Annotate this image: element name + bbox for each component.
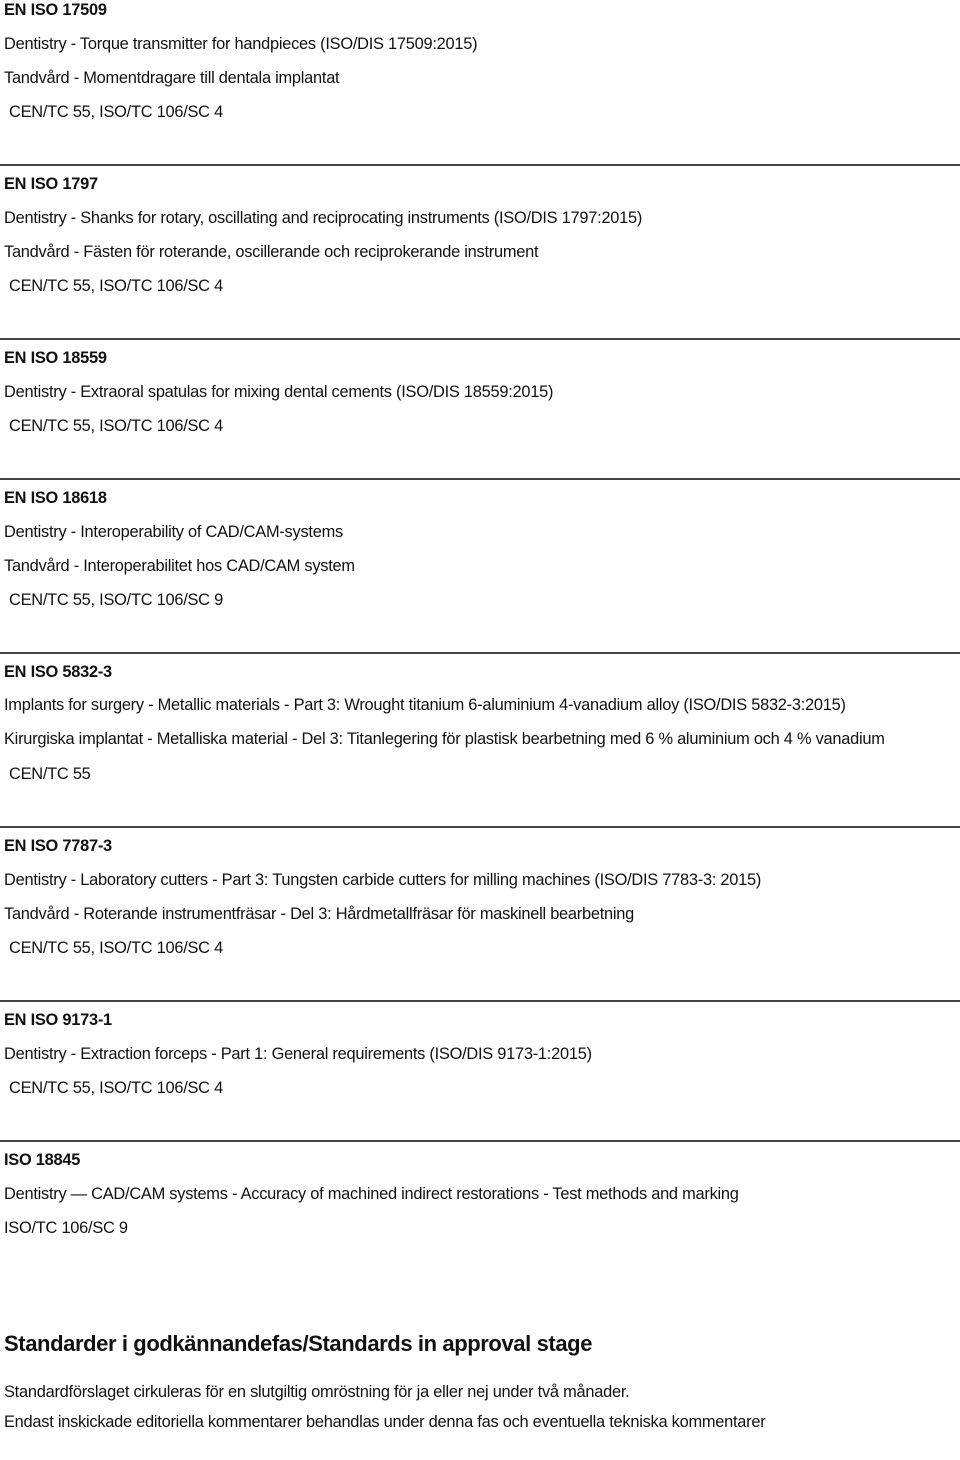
standard-title: Kirurgiska implantat - Metalliska material - Del 3: Titanlegering för plastisk bearbetning med 6 % aluminium och 4 % vanadium: [4, 730, 885, 748]
standard-entry: [4, 654, 956, 791]
standard-entry: [4, 1142, 956, 1245]
committee-reference: ISO/TC 106/SC 9: [4, 1219, 128, 1237]
standard-title: Tandvård - Momentdragare till dentala implantat: [4, 69, 340, 87]
committee-reference: CEN/TC 55, ISO/TC 106/SC 4: [9, 103, 223, 121]
standard-number: EN ISO 18559: [4, 349, 107, 367]
section-paragraph: Standardförslaget cirkuleras för en slutgiltig omröstning för ja eller nej under två månader.: [4, 1383, 630, 1401]
standards-list: [4, 0, 956, 1245]
standard-title: Dentistry - Interoperability of CAD/CAM-systems: [4, 523, 343, 541]
standard-number: EN ISO 1797: [4, 175, 98, 193]
standard-title: Dentistry - Shanks for rotary, oscillating and reciprocating instruments (ISO/DIS 1797:2015): [4, 209, 643, 227]
section-paragraph: Endast inskickade editoriella kommentarer behandlas under denna fas och eventuella tekniska kommentarer: [4, 1413, 766, 1431]
standard-title: Dentistry - Torque transmitter for handpieces (ISO/DIS 17509:2015): [4, 35, 478, 53]
section-body: [4, 1377, 956, 1437]
standard-entry: [4, 166, 956, 303]
committee-reference: CEN/TC 55, ISO/TC 106/SC 9: [9, 591, 223, 609]
standard-title: Dentistry - Laboratory cutters - Part 3: Tungsten carbide cutters for milling machines (ISO/DIS 7783-3: 2015): [4, 871, 762, 889]
standard-entry: [4, 828, 956, 965]
section-heading: Standarder i godkännandefas/Standards in approval stage: [4, 1331, 593, 1356]
standard-entry: [4, 1002, 956, 1105]
committee-reference: CEN/TC 55, ISO/TC 106/SC 4: [9, 1079, 223, 1097]
standard-entry: [4, 340, 956, 443]
standard-title: Dentistry — CAD/CAM systems - Accuracy of machined indirect restorations - Test methods and marking: [4, 1185, 739, 1203]
standard-number: EN ISO 5832-3: [4, 663, 112, 681]
standards-document: [4, 0, 956, 1437]
standard-title: Dentistry - Extraoral spatulas for mixing dental cements (ISO/DIS 18559:2015): [4, 383, 554, 401]
standard-entry: [4, 0, 956, 129]
standard-number: EN ISO 17509: [4, 1, 107, 19]
committee-reference: CEN/TC 55, ISO/TC 106/SC 4: [9, 277, 223, 295]
standard-title: Implants for surgery - Metallic materials - Part 3: Wrought titanium 6-aluminium 4-vanadium alloy (ISO/DIS 5832-3:2015): [4, 696, 846, 714]
standard-title: Dentistry - Extraction forceps - Part 1: General requirements (ISO/DIS 9173-1:2015): [4, 1045, 592, 1063]
standard-title: Tandvård - Roterande instrumentfräsar - Del 3: Hårdmetallfräsar för maskinell bearbetning: [4, 905, 635, 923]
committee-reference: CEN/TC 55, ISO/TC 106/SC 4: [9, 417, 223, 435]
committee-reference: CEN/TC 55, ISO/TC 106/SC 4: [9, 939, 223, 957]
standard-number: ISO 18845: [4, 1151, 81, 1169]
standard-title: Tandvård - Fästen för roterande, oscillerande och reciprokerande instrument: [4, 243, 539, 261]
committee-reference: CEN/TC 55: [9, 765, 91, 783]
standard-title: Tandvård - Interoperabilitet hos CAD/CAM system: [4, 557, 355, 575]
standard-number: EN ISO 9173-1: [4, 1011, 112, 1029]
standard-number: EN ISO 7787-3: [4, 837, 112, 855]
standard-entry: [4, 480, 956, 617]
standard-number: EN ISO 18618: [4, 489, 107, 507]
